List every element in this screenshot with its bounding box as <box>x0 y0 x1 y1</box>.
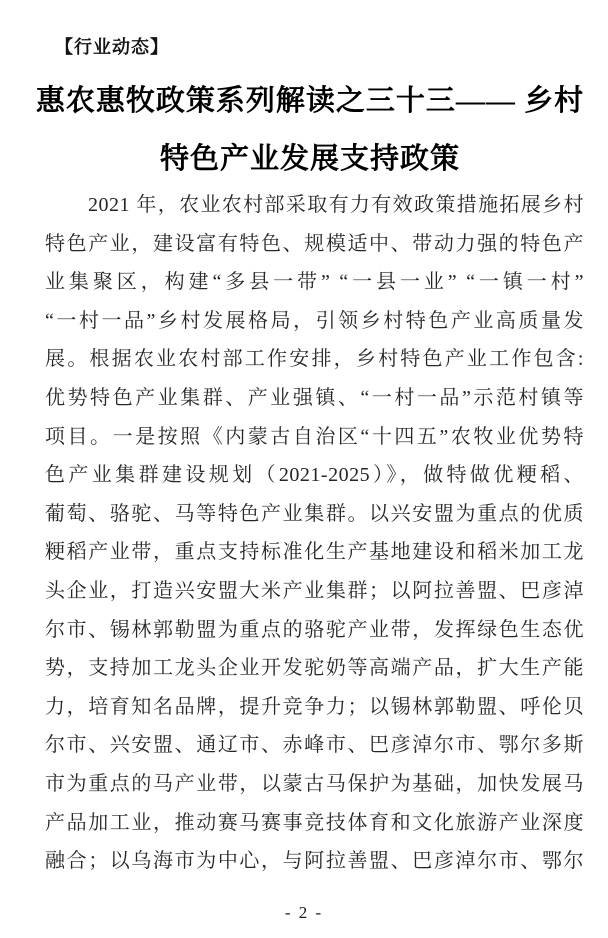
body-line: 优势特色产业集群、产业强镇、“一村一品”示范村镇等 <box>45 386 584 409</box>
body-line: 粳稻产业带，重点支持标准化生产基地建设和稻米加工龙 <box>45 541 584 564</box>
document-title-line-1: 惠农惠牧政策系列解读之三十三—— 乡村 <box>35 85 585 117</box>
body-line: 融合；以乌海市为中心，与阿拉善盟、巴彦淖尔市、鄂尔 <box>45 850 584 873</box>
body-line: 市为重点的马产业带，以蒙古马保护为基础，加快发展马 <box>45 772 584 795</box>
body-line: 2021 年，农业农村部采取有力有效政策措施拓展乡村 <box>88 194 584 216</box>
body-line: 业集聚区，构建“多县一带” “一县一业” “一镇一村” <box>45 271 584 294</box>
document-title <box>30 72 590 188</box>
body-line: 头企业，打造兴安盟大米产业集群；以阿拉善盟、巴彦淖 <box>45 579 584 602</box>
document-title-line-2: 特色产业发展支持政策 <box>159 143 460 175</box>
body-line: 势，支持加工龙头企业开发驼奶等高端产品，扩大生产能 <box>45 657 584 680</box>
body-line: 展。根据农业农村部工作安排，乡村特色产业工作包含: <box>45 348 584 371</box>
body-line: 色产业集群建设规划（2021-2025）》，做特做优粳稻、 <box>45 464 584 487</box>
body-line: 项目。一是按照《内蒙古自治区“十四五”农牧业优势特 <box>45 425 584 448</box>
body-line: 特色产业，建设富有特色、规模适中、带动力强的特色产 <box>45 232 584 255</box>
body-line: 尔市、兴安盟、通辽市、赤峰市、巴彦淖尔市、鄂尔多斯 <box>45 734 584 757</box>
body-line: 力，培育知名品牌，提升竞争力；以锡林郭勒盟、呼伦贝 <box>45 695 584 718</box>
body-line: 尔市、锡林郭勒盟为重点的骆驼产业带，发挥绿色生态优 <box>45 618 584 641</box>
document-body <box>45 186 584 881</box>
body-line: “一村一品”乡村发展格局，引领乡村特色产业高质量发 <box>45 309 584 332</box>
page-number: - 2 - <box>284 903 324 922</box>
section-tag: 【行业动态】 <box>55 37 169 57</box>
body-line: 产品加工业，推动赛马赛事竞技体育和文化旅游产业深度 <box>45 811 584 834</box>
body-line: 葡萄、骆驼、马等特色产业集群。以兴安盟为重点的优质 <box>45 502 584 525</box>
